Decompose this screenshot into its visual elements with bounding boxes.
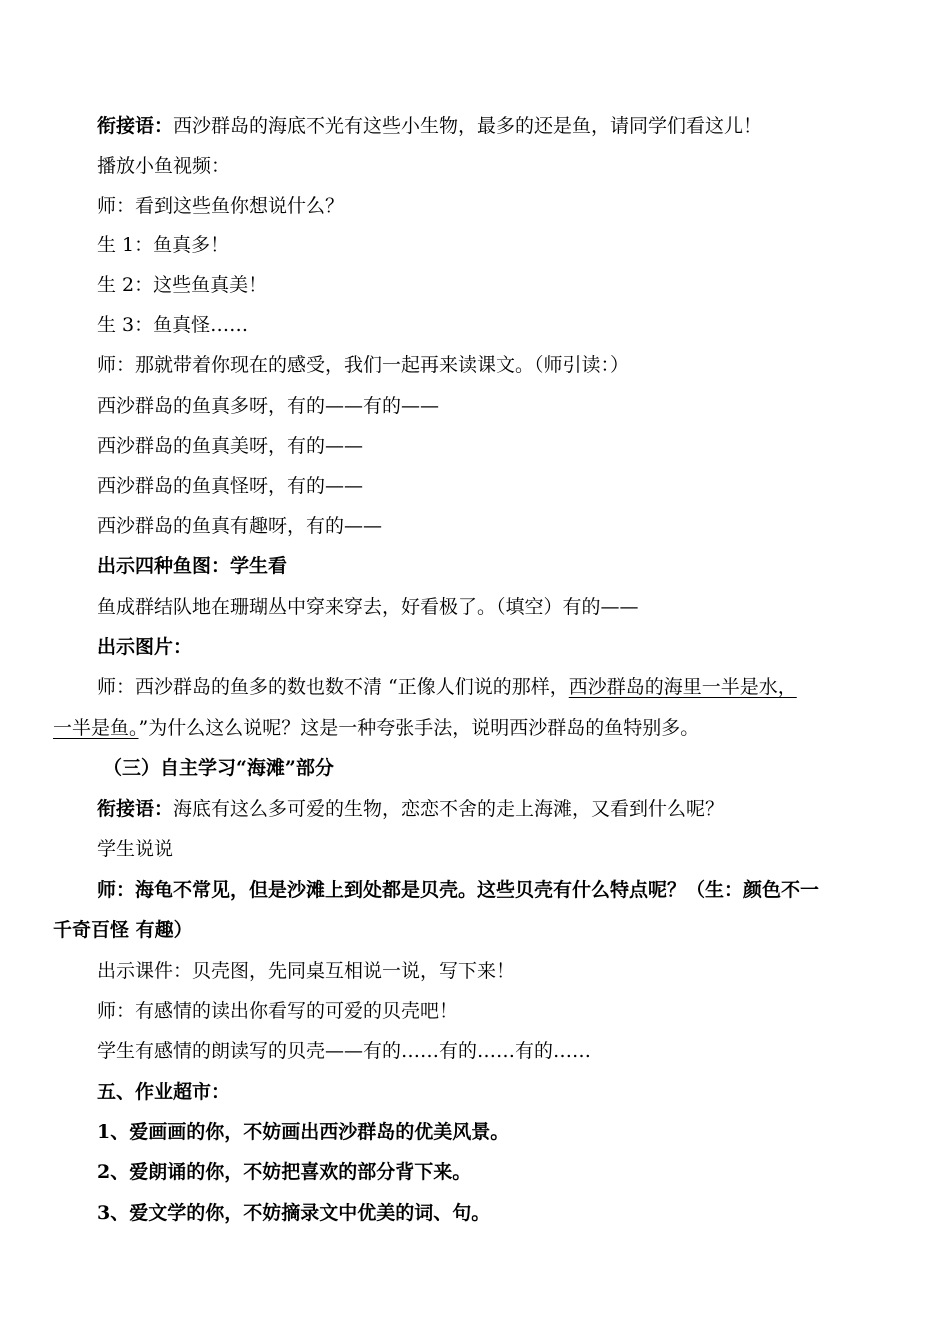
- underlined-quote-end: 一半是鱼。: [53, 717, 139, 739]
- paragraph-teacher-explain-1: [97, 675, 797, 699]
- paragraph-teacher-question: 师：看到这些鱼你想说什么？: [97, 195, 345, 217]
- paragraph-courseware: 出示课件：贝壳图，先同桌互相说一说，写下来！: [97, 960, 516, 982]
- paragraph-transition-2: [97, 797, 724, 821]
- paragraph-students-talk: 学生说说: [97, 838, 174, 860]
- transition-text: 西沙群岛的海底不光有这些小生物，最多的还是鱼，请同学们看这儿！: [173, 115, 763, 137]
- heading-show-picture: 出示图片：: [97, 636, 193, 658]
- paragraph-teacher-explain-2: [53, 716, 699, 740]
- paragraph-teacher-shells-1: 师：海龟不常见，但是沙滩上到处都是贝壳。这些贝壳有什么特点呢？（生：颜色不一: [97, 879, 820, 901]
- paragraph-reading-1: 西沙群岛的鱼真多呀，有的——有的——: [97, 395, 440, 417]
- paragraph-reading-3: 西沙群岛的鱼真怪呀，有的——: [97, 475, 364, 497]
- paragraph-teacher-reading: 师：那就带着你现在的感受，我们一起再来读课文。（师引读：）: [97, 354, 630, 376]
- paragraph-fill-blank: 鱼成群结队地在珊瑚丛中穿来穿去，好看极了。（填空）有的——: [97, 596, 639, 618]
- paragraph-reading-4: 西沙群岛的鱼真有趣呀，有的——: [97, 515, 383, 537]
- explain-text: 师：西沙群岛的鱼多的数也数不清 “正像人们说的那样，: [97, 676, 569, 698]
- transition-text: 海底有这么多可爱的生物，恋恋不舍的走上海滩，又看到什么呢？: [173, 798, 725, 820]
- section-heading-beach: （三）自主学习“海滩”部分: [103, 757, 334, 779]
- heading-homework: 五、作业超市：: [97, 1081, 231, 1103]
- paragraph-student-read: 学生有感情的朗读写的贝壳——有的……有的……有的……: [97, 1040, 592, 1062]
- homework-item-1: 1、爱画画的你，不妨画出西沙群岛的优美风景。: [97, 1121, 510, 1143]
- paragraph-student-1: 生 1：鱼真多！: [97, 234, 230, 256]
- underlined-quote: 西沙群岛的海里一半是水，: [568, 676, 797, 698]
- heading-fish-pictures: 出示四种鱼图：学生看: [97, 555, 288, 577]
- paragraph-student-3: 生 3：鱼真怪……: [97, 314, 249, 336]
- paragraph-teacher-read-shells: 师：有感情的读出你看写的可爱的贝壳吧！: [97, 1000, 459, 1022]
- paragraph-video: 播放小鱼视频：: [97, 155, 231, 177]
- transition-label: 衔接语：: [97, 798, 174, 820]
- paragraph-reading-2: 西沙群岛的鱼真美呀，有的——: [97, 435, 364, 457]
- transition-label: 衔接语：: [97, 115, 174, 137]
- homework-item-3: 3、爱文学的你，不妨摘录文中优美的词、句。: [97, 1202, 491, 1224]
- explain-text-end: ”为什么这么说呢？这是一种夸张手法，说明西沙群岛的鱼特别多。: [138, 717, 700, 739]
- homework-item-2: 2、爱朗诵的你，不妨把喜欢的部分背下来。: [97, 1161, 472, 1183]
- paragraph-teacher-shells-2: 千奇百怪 有趣）: [53, 919, 193, 941]
- paragraph-student-2: 生 2：这些鱼真美！: [97, 274, 268, 296]
- paragraph-transition-1: [97, 114, 762, 138]
